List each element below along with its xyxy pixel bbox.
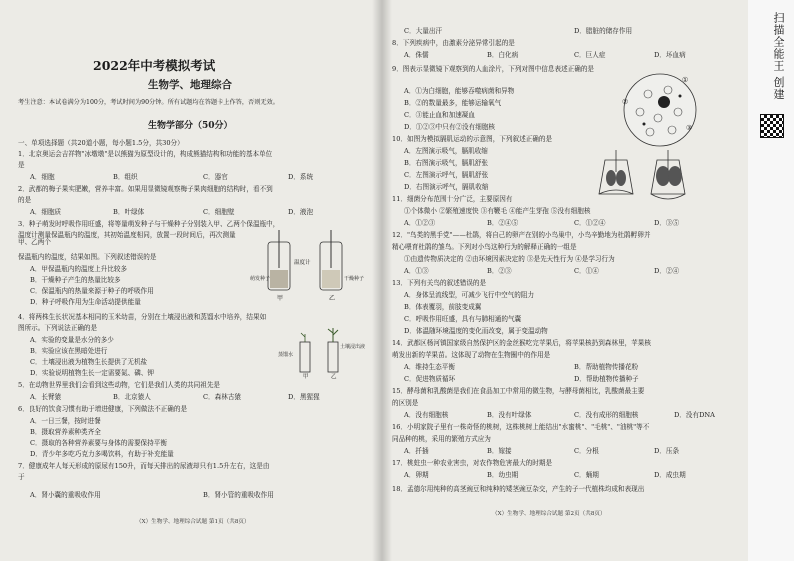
option: C．③能止血和加速凝血 <box>404 111 475 119</box>
question-line: 10．如图为模拟膈肌运动的示意图，下列叙述正确的是 <box>392 135 553 143</box>
question-line: 9．图表示显微镜下观察到的人血涂片，下列对图中信息表述正确的是 <box>392 65 595 73</box>
blood-smear-figure <box>620 70 700 150</box>
option: B．北京猿人 <box>113 393 151 401</box>
option: D．黑猩猩 <box>288 393 320 401</box>
question-line: 萌发出新的苹果苗。这体现了动物在生物圈中的作用是 <box>392 351 551 359</box>
option: C．巨人症 <box>574 51 606 59</box>
question-line: 6．良好的饮食习惯有助于增进健康，下列做法不正确的是 <box>18 405 188 413</box>
option: C．呼吸作用旺盛，具有与肺相通的气囊 <box>404 315 522 323</box>
option: D．压条 <box>654 447 680 455</box>
question-line: ①由遗传物质决定的 ②由环境因素决定的 ③是先天性行为 ④是学习行为 <box>404 255 615 263</box>
option: B．实验应该在黑暗处进行 <box>30 347 108 355</box>
option: A．侏儒 <box>404 51 429 59</box>
option: D．②④ <box>654 267 680 275</box>
thermos-figure <box>250 228 365 308</box>
option: A．左图演示吸气，膈肌收缩 <box>404 147 488 155</box>
question-line: 15．酵母菌和乳酸菌是我们在食品加工中常用的微生物，与酵母菌相比，乳酸菌最主要 <box>392 387 645 395</box>
option: B．②③ <box>487 267 512 275</box>
page-footer: （X）生物学、地理综合试题 第2页（共8页） <box>492 511 606 517</box>
exam-subtitle: 生物学、地理综合 <box>148 79 232 91</box>
question-line: 11．细菌分布范围十分广泛，主要原因有 <box>392 195 513 203</box>
option: A．长臂猿 <box>30 393 62 401</box>
thermometer-label: 温度计 <box>294 260 311 266</box>
exam-notice: 考生注意：本试卷满分为100分，考试时间为90分钟。所有试题均在答题卡上作答，否则无效。 <box>18 99 279 106</box>
option: C．分根 <box>574 447 599 455</box>
option: A．卵期 <box>404 471 429 479</box>
option: D．系统 <box>288 173 314 181</box>
qr-code-icon <box>760 114 784 138</box>
option: C．①④ <box>574 267 599 275</box>
option: A．实验的变量是水分的多少 <box>30 336 114 344</box>
option: D．③⑤ <box>654 219 680 227</box>
option: A．维持生态平衡 <box>404 363 455 371</box>
exam-title: 2022年中考模拟考试 <box>93 58 216 73</box>
label-3: ③ <box>686 124 693 132</box>
option: B．白化病 <box>487 51 519 59</box>
scanner-watermark: 扫描全能王 创建 <box>772 12 785 101</box>
option: B．幼虫期 <box>487 471 519 479</box>
question-line: 同品种的桃，采用的繁殖方式应为 <box>392 435 491 443</box>
question-line: 17．桃蛀虫一种农业害虫，对农作物危害最大的时期是 <box>392 459 553 467</box>
option: A．扦插 <box>404 447 429 455</box>
question-line: 18．孟德尔用纯种的高茎豌豆和纯种的矮茎豌豆杂交，产生的子一代植株均成和表现出 <box>392 485 645 493</box>
option: D．①②③中只有②没有细胞核 <box>404 123 496 131</box>
option: A．肾小囊的重吸收作用 <box>30 491 101 499</box>
question-line: 精心喂育杜鹃的雏鸟。下列对小鸟这种行为的解释正确的一组是 <box>392 243 577 251</box>
option: B．体表覆羽，前肢变成翼 <box>404 303 482 311</box>
option: B．肾小管的重吸收作用 <box>203 491 274 499</box>
option: C．细胞壁 <box>203 208 235 216</box>
jia-label: 甲 <box>277 295 284 302</box>
option: B．嫁接 <box>487 447 512 455</box>
option: C．大量出汗 <box>404 27 443 35</box>
question-line: 的是 <box>18 196 32 204</box>
option: C．器官 <box>203 173 228 181</box>
option: D．液泡 <box>288 208 314 216</box>
option: D．青少年多吃巧克力多喝饮料，有助于补充能量 <box>30 450 174 458</box>
dry-label: 干燥种子 <box>344 276 365 282</box>
option: D．成虫期 <box>654 471 686 479</box>
question-line: 1．北京奥运会吉祥物"冰墩墩"是以熊猫为原型设计的，构成熊猫结构和功能的基本单位 <box>18 150 273 158</box>
question-line: 5．在动物世界里我们会看到这些动物，它们是我们人类的共同祖先是 <box>18 381 221 389</box>
page-fold <box>372 0 392 561</box>
option: B．右图演示吸气，膈肌舒张 <box>404 159 488 167</box>
option: D．实验说明植物生长一定需要氮、磷、钾 <box>30 369 154 377</box>
diaphragm-figure <box>597 150 707 210</box>
option: D．腊脏的储存作用 <box>574 27 633 35</box>
option: A．①③ <box>404 267 429 275</box>
option: D．种子呼吸作用为生命活动提供能量 <box>30 298 141 306</box>
option: C．蛹期 <box>574 471 599 479</box>
option: C．保温瓶内的热量来源于种子的呼吸作用 <box>30 287 154 295</box>
option: D．右图演示呼气，膈肌收缩 <box>404 183 489 191</box>
label-2: ② <box>622 98 629 106</box>
option: A．没有细胞核 <box>404 411 449 419</box>
option: B．干燥种子产生的热量比较多 <box>30 276 121 284</box>
option: B．组织 <box>113 173 138 181</box>
question-line: 一、单项选择题（共20道小题，每小题1.5分，共30分） <box>18 139 184 147</box>
option: A．甲保温瓶内的温度上升比较多 <box>30 265 128 273</box>
question-line: 3．种子萌发时呼吸作用旺盛，将等量萌发种子与干燥种子分别装入甲、乙两个保温瓶中， <box>18 220 280 228</box>
option: A．身体呈流线型，可减少飞行中空气的阻力 <box>404 291 535 299</box>
option: C．没有成形的细胞核 <box>574 411 639 419</box>
question-line: 14．武都区杨河镇国家级自然保护区的金丝猴吃完苹果后，将苹果核扔到森林里，苹果核 <box>392 339 651 347</box>
section-title: 生物学部分（50分） <box>148 121 233 131</box>
option: C．土壤浸出液为植物生长提供了无机盐 <box>30 358 148 366</box>
question-line: 保温瓶内的温度，结果如图。下列叙述错误的是 <box>18 253 157 261</box>
jia-label: 甲 <box>303 374 309 380</box>
option: C．左图演示呼气，膈肌舒张 <box>404 171 489 179</box>
question-line: ①个体微小 ②繁殖速度快 ③有鞭毛 ④能产生芽孢 ⑤没有细胞核 <box>404 207 591 215</box>
page-footer: （X）生物学、地理综合试题 第1页（共8页） <box>136 519 250 525</box>
option: A．细胞质 <box>30 208 62 216</box>
question-line: 2．武都的梅子果实肥嫩，营养丰富。如果用显微镜观察梅子果肉细胞的结构时，看不到 <box>18 185 273 193</box>
option: D．体温随环境温度的变化而改变，属于变温动物 <box>404 327 548 335</box>
option: D．坏血病 <box>654 51 686 59</box>
option: C．促进物质循环 <box>404 375 456 383</box>
left-page <box>18 0 366 561</box>
option: B．没有叶绿体 <box>487 411 532 419</box>
soil-extract-label: 土壤浸出液 <box>340 344 366 350</box>
question-line: 4．将两株生长状况基本相同的玉米幼苗，分别在土壤浸出液和蒸馏水中培养，结果如 <box>18 313 267 321</box>
option: B．帮助植物传播花粉 <box>574 363 639 371</box>
option: B．②④⑤ <box>487 219 519 227</box>
question-line: 8．下列疾病中，由激素分泌异常引起的是 <box>392 39 515 47</box>
question-line: 12．"鸟类的黑手党"——杜鹃，将自己的卵产在别的小鸟巢中，小鸟辛勤地为杜鹃孵卵并 <box>392 231 651 239</box>
option: A．①为白细胞，能够吞噬病菌和异物 <box>404 87 515 95</box>
right-page <box>392 0 742 561</box>
label-1: ① <box>682 76 689 84</box>
question-line: 7．健康成年人每天形成的原尿有150升，而每天排出的尿液却只有1.5升左右，这是由 <box>18 462 270 470</box>
option: A．①②③ <box>404 219 436 227</box>
option: B．②的数量最多，能够运输氧气 <box>404 99 502 107</box>
distilled-water-label: 蒸馏水 <box>278 352 294 358</box>
option: D．没有DNA <box>674 411 715 419</box>
yi-label: 乙 <box>331 374 337 380</box>
question-line: 13．下列有关鸟的叙述错误的是 <box>392 279 487 287</box>
option: B．叶绿体 <box>113 208 145 216</box>
option: C．摄取的各种营养素要与身体的需要保持平衡 <box>30 439 167 447</box>
question-line: 于 <box>18 473 25 481</box>
option: A．一日三餐，按时进餐 <box>30 417 101 425</box>
option: A．细胞 <box>30 173 55 181</box>
question-line: 温度计测量保温瓶内的温度，其初始温度相同，放置一段时间后，再次测量甲、乙两个 <box>18 231 236 246</box>
germinating-label: 萌发种子 <box>250 276 271 282</box>
question-line: 16．小明家院子里有一株奇怪的桃树，这株桃树上能结出"水蜜桃"、"毛桃"、"油桃"等不 <box>392 423 650 431</box>
option: C．①②④ <box>574 219 606 227</box>
option: D．帮助植物传播种子 <box>574 375 639 383</box>
seedling-figure <box>278 328 366 380</box>
question-line: 图所示。下列说法正确的是 <box>18 324 98 332</box>
question-line: 的区别是 <box>392 399 419 407</box>
question-line: 是 <box>18 161 25 169</box>
yi-label: 乙 <box>329 295 336 302</box>
option: C．森林古猿 <box>203 393 242 401</box>
option: B．摄取营养素种类齐全 <box>30 428 101 436</box>
